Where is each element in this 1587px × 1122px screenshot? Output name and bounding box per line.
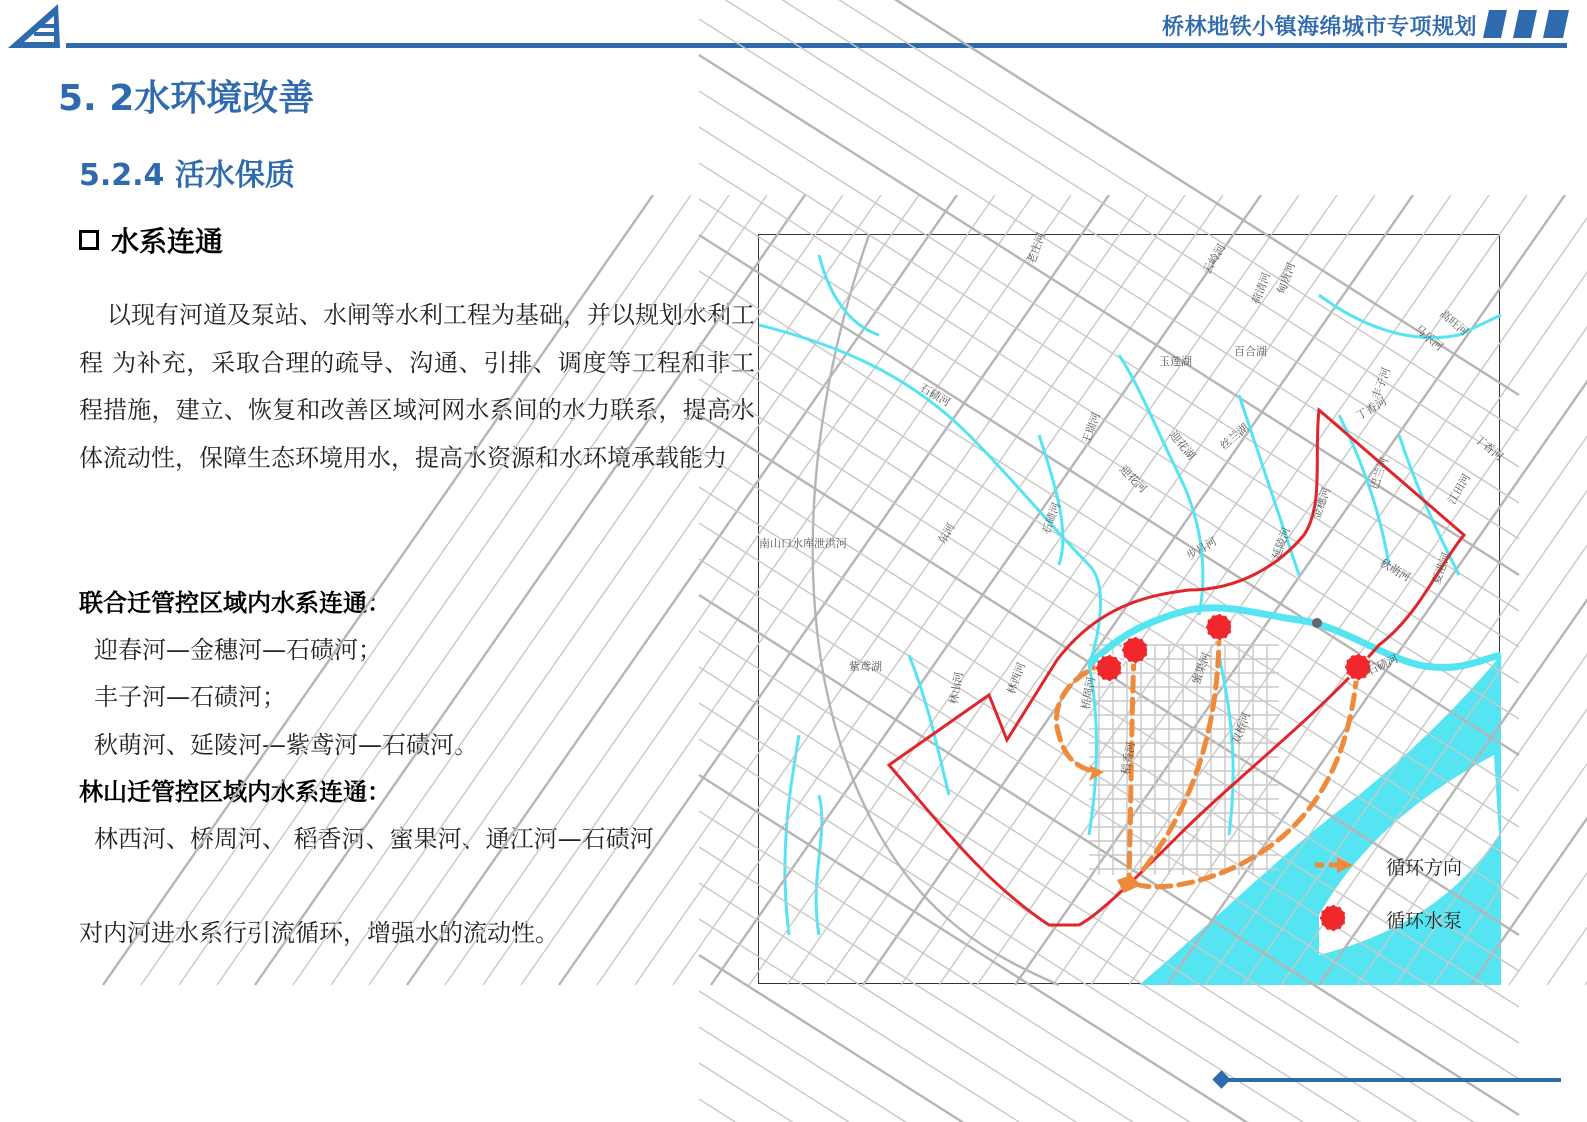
group-line: 秋萌河、延陵河—紫鸢河—石碛河。 xyxy=(94,731,478,759)
river-label: 步月河 xyxy=(1184,534,1220,563)
river-label: 丁香河 xyxy=(1472,432,1506,464)
river-label: 南山口水库泄洪河 xyxy=(759,537,847,550)
pump-dot-icon xyxy=(1122,637,1148,663)
river-label: 巴兰河 xyxy=(1367,455,1392,492)
river-label: 高旺河 xyxy=(1437,307,1471,339)
topic-heading xyxy=(79,220,223,260)
closing-text: 对内河进水系行引流循环，增强水的流动性。 xyxy=(79,919,559,947)
river-label: 石碛河 xyxy=(1039,500,1064,537)
group-line: 迎春河—金穗河—石碛河； xyxy=(94,636,382,664)
river-label: 迎花湖 xyxy=(1166,428,1198,463)
document-title: 桥林地铁小镇海绵城市专项规划 xyxy=(1161,15,1477,40)
river-label: 紫鸢湖 xyxy=(849,660,882,673)
station-dot-icon xyxy=(1312,618,1322,628)
river-label: 老庄河 xyxy=(1024,230,1049,267)
road xyxy=(699,271,1519,791)
river-label: 云岭河 xyxy=(1200,241,1229,277)
road xyxy=(699,0,1519,467)
river-label: 秋萌河 xyxy=(1377,556,1413,585)
river-label: 百合湖 xyxy=(1234,345,1267,358)
river-label: 东河 xyxy=(935,520,958,547)
header-bars-icon xyxy=(1483,10,1569,38)
road xyxy=(699,0,1519,431)
section-title: 5. 2水环境改善 xyxy=(58,78,315,119)
river-label: 金穗河 xyxy=(1309,485,1334,522)
river-label: 丝兰湖 xyxy=(1217,421,1252,453)
subsection-title: 5.2.4 活水保质 xyxy=(79,158,295,193)
river-label: 丁香河 xyxy=(1354,394,1390,423)
water-system-map xyxy=(758,230,1506,984)
road xyxy=(699,199,1519,719)
road xyxy=(787,195,1337,985)
river-north xyxy=(759,325,1104,665)
river-label: 稻香河 xyxy=(1119,740,1138,776)
river-sw xyxy=(909,655,949,795)
river-e1 xyxy=(1339,415,1389,565)
pump-dot-icon xyxy=(1320,905,1346,931)
river-label: 江田河 xyxy=(1445,471,1474,507)
road xyxy=(699,1063,1519,1122)
river-label: 夏港河 xyxy=(1429,550,1454,587)
river-label: 王瑞河 xyxy=(1079,410,1104,447)
river-label: 桥周河 xyxy=(1079,675,1098,711)
group-title-lianhe: 联合迁管控区域内水系连通： xyxy=(79,589,391,617)
square-bullet-icon xyxy=(79,230,99,250)
river-label: 林西河 xyxy=(1004,660,1029,697)
legend-label-flow: 循环方向 xyxy=(1386,857,1463,879)
river-label: 玉莲湖 xyxy=(1159,355,1192,368)
river-label: 丰子河 xyxy=(1369,365,1394,402)
footer-rule xyxy=(1228,1078,1561,1082)
arrow-heads xyxy=(1089,765,1141,893)
legend-label-pump: 循环水泵 xyxy=(1386,910,1463,932)
river-label: 荷清河 xyxy=(1249,270,1274,307)
logo-icon xyxy=(8,2,64,50)
river-label: 石碛河 xyxy=(1364,651,1401,678)
river-label: 甸唐河 xyxy=(1274,260,1299,297)
road xyxy=(699,1099,1519,1122)
header-rule xyxy=(66,43,1567,48)
river-label: 石碛河 xyxy=(917,381,953,410)
body-paragraph: 以现有河道及泵站、水闸等水利工程为基础，并以规划水利工程 为补充，采取合理的疏导、沟通、引排、调度等工程和非工程措施，建立、恢复和改善区域河网水系间的水力联系，提高水体流动性，保障生态环境用水，提高水资源和水环境承载能力 xyxy=(79,301,755,472)
road xyxy=(699,0,1519,395)
river-label: 蜜果河 xyxy=(1189,650,1214,687)
group-line: 林西河、桥周河、 稻香河、蜜果河、通江河—石碛河 xyxy=(94,825,654,853)
pump-dot-icon xyxy=(1206,614,1232,640)
river-label: 林山河 xyxy=(947,670,966,706)
road xyxy=(699,91,1519,611)
pump-dot-icon xyxy=(1096,655,1122,681)
group-line: 丰子河—石碛河； xyxy=(94,683,286,711)
river-label: 双桥河 xyxy=(1229,710,1254,747)
group-title-linshan: 林山迁管控区域内水系连通： xyxy=(79,778,391,806)
river-label: 马乐河 xyxy=(1412,322,1446,354)
river-label: 延陵河 xyxy=(1269,525,1294,562)
road xyxy=(749,195,1299,985)
river-label: 迎花河 xyxy=(1116,462,1150,496)
river-ne xyxy=(1319,295,1501,338)
road xyxy=(699,991,1519,1122)
topic-heading-text: 水系连通 xyxy=(111,225,224,258)
